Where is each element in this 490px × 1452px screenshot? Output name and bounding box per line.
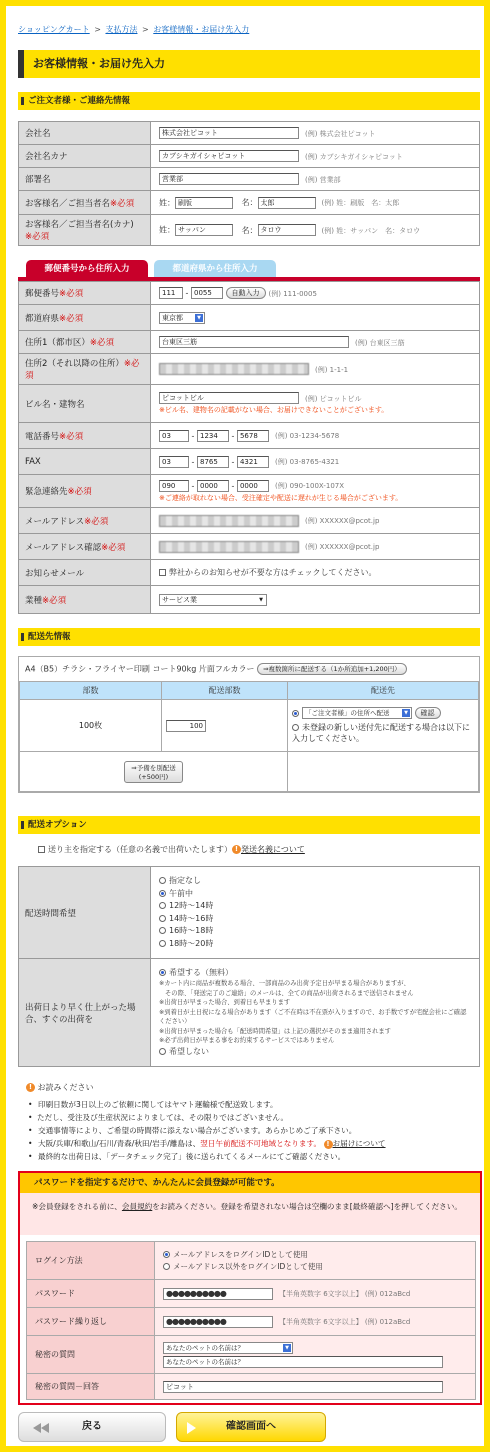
name-kana-label: お客様名／ご担当者名(カナ) [25,220,134,230]
early-note: ※出荷日が早まった場合も「配送時間希望」は上記の選択がそのまま適用されます [159,1027,391,1035]
tel-example: (例) 03-1234-5678 [274,432,340,440]
row-industry [19,586,480,614]
row-tel: 電話番号※必須 03 - 1234 - 5678 (例) 03-1234-5678 [19,423,480,449]
info-icon: ! [232,845,241,854]
emergency-example: (例) 090-100X-107X [274,482,345,490]
mail-confirm-label: メールアドレス確認 [25,542,102,553]
row-company [19,122,480,145]
address1-label: 住所1（都市区） [25,338,90,348]
fax-input-2[interactable]: 8765 [197,456,229,468]
secret-select[interactable] [163,1342,293,1354]
product-name: A4（B5）チラシ・フライヤー印刷 コート90kg 片面フルカラー [25,664,255,674]
section-options: 配送オプション [18,816,480,834]
mail-example: (例) XXXXXX@pcot.jp [305,517,380,525]
newsletter-checkbox[interactable] [159,569,166,576]
notice-item: • 最終的な出荷日は、「データチェック完了」後に送られてくるメールにてご確認ください。 [26,1150,476,1163]
row-building [19,385,480,423]
register-note-text: をお読みください。登録を希望されない場合は空欄のまま[最終確認へ]を押してください。 [152,1202,462,1211]
row-company-kana [19,145,480,168]
back-arrow-icon [33,1423,41,1433]
time-radio[interactable] [159,927,166,934]
separate-text-1: ⇒予備を別配送 [131,763,176,772]
auto-fill-button[interactable]: 自動入力 [226,287,266,299]
confirm-button[interactable]: 確認 [415,707,441,719]
prefecture-value: 東京都 [162,313,183,322]
separate-delivery-button[interactable] [124,761,182,783]
building-input[interactable]: ピコットビル [159,392,299,404]
password-label: パスワード [27,1280,155,1308]
qty-cell: 100枚 [20,700,162,752]
delivery-row [20,700,479,752]
register-title: パスワードを指定するだけで、かんたんに会員登録が可能です。 [20,1173,480,1193]
dest-radio-new[interactable] [292,724,299,731]
tel-input-1[interactable]: 03 [159,430,189,442]
row-name-kana [19,215,480,246]
tel-input-3[interactable]: 5678 [237,430,269,442]
row-newsletter [19,560,480,586]
col-destination: 配送先 [288,682,479,700]
company-example: (例) 株式会社ピコット [305,129,376,138]
early-no-radio[interactable] [159,1048,166,1055]
sei-kana-label: 姓： [159,225,175,235]
register-box [18,1171,482,1405]
mei-input[interactable]: 太郎 [258,197,316,209]
row-password [27,1280,476,1308]
delivery-box [18,656,480,793]
fax-example: (例) 03-8765-4321 [274,458,340,466]
col-ship-qty: 配送部数 [162,682,288,700]
fax-label: FAX [19,449,151,475]
secret-question-input[interactable]: あなたのペットの名前は？ [163,1356,443,1368]
time-radio[interactable] [159,890,166,897]
fax-input-1[interactable]: 03 [159,456,189,468]
newsletter-label: お知らせメール [19,560,151,586]
info-icon: ! [324,1140,333,1149]
back-arrow-icon [41,1423,49,1433]
notice-text: 大阪/兵庫/和歌山/石川/青森/秋田/岩手/離島は、 [38,1139,201,1148]
emergency-input-1[interactable]: 090 [159,480,189,492]
ship-qty-input[interactable]: 100 [166,720,206,732]
login-radio-other[interactable] [163,1263,170,1270]
early-note: ※必ず出荷日が早まる事をお約束するサービスではありません [159,1037,335,1045]
address1-input[interactable]: 台東区三筋 [159,336,349,348]
mei-kana-label: 名： [241,225,258,235]
register-note [20,1193,480,1235]
notice-list [26,1098,476,1163]
department-example: (例) 営業部 [305,175,341,184]
row-secret [27,1336,476,1374]
select-arrow-icon: ▼ [257,596,265,604]
time-label: 指定なし [169,876,201,885]
notice-text: ただし、受注及び生産状況によりましては、その限りではございません。 [37,1113,289,1122]
sei-kana-input[interactable]: サッパン [175,224,233,236]
row-address1 [19,331,480,354]
prefecture-label: 都道府県 [25,313,60,324]
emergency-input-2[interactable]: 0000 [197,480,229,492]
tab-prefecture[interactable]: 都道府県から住所入力 [154,260,276,278]
time-radio[interactable] [159,902,166,909]
required-mark: ※必須 [84,516,109,527]
time-radio[interactable] [159,940,166,947]
address2-input[interactable] [159,363,309,375]
page-title: お客様情報・お届け先入力 [18,50,480,78]
select-arrow-icon: ▼ [195,314,203,322]
password-hint: 【半角英数字 6文字以上】 (例) 012aBcd [279,1289,411,1298]
early-yes-radio[interactable] [159,969,166,976]
name-label: お客様名／ご担当者名 [25,198,111,209]
back-label: 戻る [82,1421,102,1432]
login-radio-email[interactable] [163,1251,170,1258]
row-department [19,168,480,191]
company-input[interactable]: 株式会社ピコット [159,127,299,139]
notice-warning-text: 翌日午前配送不可地域となります。 [200,1139,322,1148]
emergency-input-3[interactable]: 0000 [237,480,269,492]
required-mark: ※必須 [59,431,84,442]
early-note: その際、「発送完了のご連絡」のメールは、全ての商品が出荷されるまで送信されません [165,989,414,997]
row-fax: FAX 03 - 8765 - 4321 (例) 03-8765-4321 [19,449,480,475]
row-postal [19,282,480,305]
address-form [18,281,480,614]
early-note: ※到着日が土日祝になる場合があります（ご不在時は不在票が入りますので、お手数ですが宅配会社にご確認ください） [159,1008,467,1026]
emergency-note: ※ご連絡が取れない場合、受注確定や配送に遅れが生じる場合がございます。 [159,493,403,502]
building-example: (例) ピコットビル [305,394,362,403]
section-delivery: 配送先情報 [18,628,480,646]
mei-label: 名： [241,198,258,207]
next-arrow-icon [187,1422,196,1434]
postal-input-1[interactable]: 111 [159,287,183,299]
mail-label: メールアドレス [25,516,85,527]
mail-confirm-example: (例) XXXXXX@pcot.jp [305,543,380,551]
section-customer: ご注文者様・ご連絡先情報 [18,92,480,110]
notice-item [26,1111,476,1124]
time-label: 18時～20時 [169,938,214,948]
row-login [27,1242,476,1280]
required-mark: ※必須 [59,289,84,299]
required-mark: ※必須 [25,359,140,381]
notice-title-row [26,1082,94,1093]
notice-title: お読みください [37,1083,94,1092]
row-emergency: 緊急連絡先※必須 090 - 0000 - 0000 (例) 090-100X-107X ※ご連絡が取れない場合、受注確定や配送に遅れが生じる場合がございます。 [19,475,480,508]
mail-input[interactable] [159,515,299,527]
postal-label: 郵便番号 [25,289,60,299]
sender-link[interactable]: 発送名義について [241,845,305,854]
department-input[interactable]: 営業部 [159,173,299,185]
industry-label: 業種 [25,595,43,606]
row-mail [19,508,480,534]
time-radio[interactable] [159,915,166,922]
secret-label: 秘密の質問 [27,1336,155,1374]
sei-label: 姓： [159,198,175,207]
required-mark: ※必須 [42,595,67,606]
breadcrumb-sep: > [94,25,101,34]
row-address2 [19,354,480,385]
row-password-repeat [27,1308,476,1336]
col-qty: 部数 [20,682,162,700]
dest-select[interactable] [302,707,412,719]
multi-delivery-button[interactable]: ⇒複数箇所に配送する（1か所追加+1,200円） [257,663,407,675]
next-label: 確認画面へ [226,1421,276,1432]
register-note-text: ※会員登録をされる前に、 [32,1202,122,1211]
options-form [18,866,480,1067]
row-early-ship [19,959,480,1067]
sei-input[interactable]: 刷版 [175,197,233,209]
newsletter-text: 弊社からのお知らせが不要な方はチェックしてください。 [169,568,377,577]
mei-kana-input[interactable]: タロウ [258,224,316,236]
breadcrumb-payment[interactable]: 支払方法 [105,25,138,34]
delivery-info-link[interactable]: お届けについて [332,1139,386,1148]
sender-row [38,844,305,855]
address1-example: (例) 台東区三筋 [355,338,405,347]
row-delivery-time [19,867,480,959]
warning-icon: ! [26,1083,35,1092]
company-label: 会社名 [19,122,151,145]
company-kana-example: (例) カブシキガイシャピコット [305,152,403,161]
breadcrumb-current[interactable]: お客様情報・お届け先入力 [153,25,250,34]
postal-sep: - [185,288,189,298]
early-note: ※出荷日が早まった場合、到着日も早まります [159,999,291,1007]
emergency-label: 緊急連絡先 [25,487,68,497]
required-mark: ※必須 [59,313,84,324]
notice-item: • 印刷日数が3日以上のご依頼に関してはヤマト運輸様で配送致します。 [26,1098,476,1111]
breadcrumb-sep: > [142,25,149,34]
login-option-label: メールアドレス以外をログインIDとして使用 [173,1261,323,1271]
mail-confirm-input[interactable] [159,541,299,553]
register-form [26,1241,476,1400]
required-mark: ※必須 [67,487,92,497]
separate-row [20,752,479,792]
notice-item: • 交通事情等により、ご希望の時間帯に添えない場合がございます。あらかじめご了承下さい。 [26,1124,476,1137]
notice-item [26,1137,476,1150]
early-yes-label: 希望する（無料） [169,968,233,978]
building-label: ビル名・建物名 [19,385,151,423]
early-no-label: 希望しない [169,1046,209,1056]
company-kana-label: 会社名カナ [19,145,151,168]
required-mark: ※必須 [110,198,135,209]
postal-example: (例) 111-0005 [268,289,317,298]
row-name [19,191,480,215]
early-ship-label: 出荷日より早く仕上がった場合、すぐの出荷を [19,959,151,1067]
building-note: ※ビル名、建物名の記載がない場合、お届けできないことがございます。 [159,406,389,414]
terms-link[interactable]: 会員規約 [121,1202,153,1211]
time-label: 16時～18時 [169,926,214,935]
required-mark: ※必須 [101,542,126,553]
row-prefecture [19,305,480,331]
address2-example: (例) 1-1-1 [315,365,349,374]
delivery-time-label: 配送時間希望 [19,867,151,959]
password-hint: 【半角英数字 6文字以上】 (例) 012aBcd [279,1317,411,1326]
time-label: 12時～14時 [169,901,214,910]
department-label: 部署名 [19,168,151,191]
tel-label: 電話番号 [25,431,60,442]
secret-answer-input[interactable]: ピコット [163,1381,443,1393]
postal-input-2[interactable]: 0055 [191,287,223,299]
name-example: (例) 姓：刷版 名：太郎 [321,199,400,207]
early-note: ※カート内に商品が複数ある場合、一部商品のみ出荷予定日が早まる場合がありますが、 [159,980,410,988]
password-repeat-label: パスワード繰り返し [27,1308,155,1336]
breadcrumb-cart[interactable]: ショッピングカート [18,25,90,34]
row-mail-confirm [19,534,480,560]
row-secret-answer [27,1374,476,1400]
back-button[interactable] [18,1412,166,1442]
tel-input-2[interactable]: 1234 [197,430,229,442]
breadcrumb [18,24,249,35]
select-arrow-icon: ▼ [402,709,410,717]
confirm-screen-button[interactable] [176,1412,326,1442]
sender-checkbox[interactable] [38,846,45,853]
dest-select-value: 「ご注文者様」の住所へ配送 [305,709,390,717]
time-label: 14時～16時 [169,913,214,923]
delivery-table [19,681,479,792]
address2-label: 住所2（それ以降の住所） [25,359,124,369]
industry-select[interactable] [159,594,267,606]
fax-input-3[interactable]: 4321 [237,456,269,468]
required-mark: ※必須 [89,338,115,348]
tab-postal[interactable]: 郵便番号から住所入力 [26,260,148,278]
required-mark: ※必須 [25,232,50,242]
password-input[interactable]: ●●●●●●●●●● [163,1288,273,1300]
dest-radio-registered[interactable] [292,710,299,717]
secret-select-value: あなたのペットの名前は？ [166,1343,244,1352]
select-arrow-icon: ▼ [283,1344,291,1352]
login-option-label: メールアドレスをログインIDとして使用 [173,1249,308,1259]
password-repeat-input[interactable]: ●●●●●●●●●● [163,1316,273,1328]
delivery-product-row [19,657,479,681]
new-address-text: 未登録の新しい送付先に配送する場合は以下に入力してください。 [292,723,470,743]
login-label: ログイン方法 [27,1242,155,1280]
industry-value: サービス業 [162,595,197,604]
time-radio[interactable] [159,877,166,884]
sender-text: 送り主を指定する（任意の名義で出荷いたします） [48,845,232,854]
time-label: 午前中 [169,888,193,898]
company-kana-input[interactable]: カブシキガイシャピコット [159,150,299,162]
secret-answer-label: 秘密の質問－回答 [27,1374,155,1400]
customer-form [18,121,480,246]
name-kana-example: (例) 姓：サッパン 名：タロウ [321,226,421,235]
separate-text-2: (+500円) [138,772,169,781]
prefecture-select[interactable] [159,312,205,324]
